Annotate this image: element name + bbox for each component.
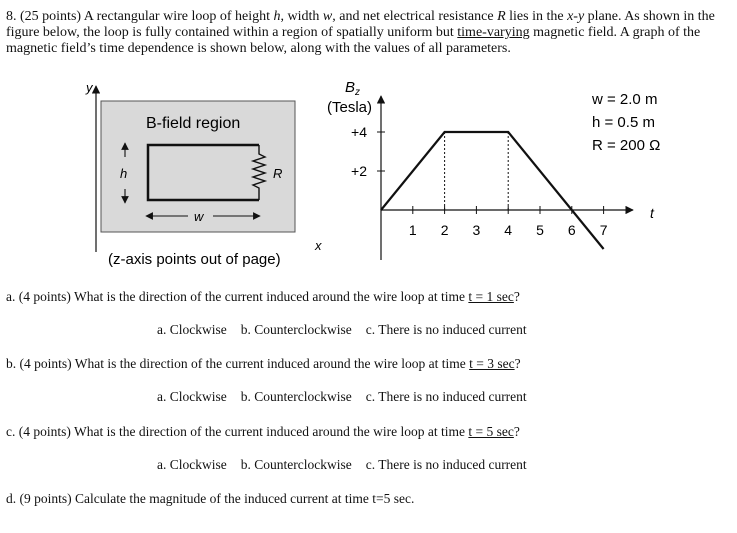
- graph-y-label: $B_z$: [345, 79, 361, 98]
- problem-points: (25 points): [20, 9, 82, 24]
- statement-text: magnetic field. A graph of the magnetic field’s time dependence is shown below, along with the values of all parameters.: [6, 25, 701, 56]
- z-axis-note: (z-axis points out of page): [108, 251, 281, 268]
- choice-no-current[interactable]: c. There is no induced current: [365, 322, 527, 337]
- question-time: t = 5 sec: [468, 424, 514, 439]
- x-tick-label: 3: [472, 222, 481, 238]
- question-text: d. (9 points) Calculate the magnitude of the induced current at time t=5 sec.: [6, 491, 415, 506]
- r-symbol: R: [497, 9, 506, 24]
- question-time: t = 1 sec: [468, 289, 514, 304]
- param-w: w = 2.0 m: [592, 91, 658, 108]
- b-field-region-label: B-field region: [146, 115, 241, 132]
- choice-counterclockwise[interactable]: b. Counterclockwise: [240, 389, 352, 404]
- question-suffix: ?: [513, 289, 520, 304]
- statement-text: plane. As shown in the figure below, the loop is fully contained within a region of spatially uniform but: [6, 9, 715, 40]
- graph-t-label: t: [650, 205, 654, 221]
- x-axis-label: x: [315, 238, 322, 253]
- plane-symbol: x-y: [567, 9, 585, 24]
- question-text: a. (4 points) What is the direction of the current induced around the wire loop at time: [6, 289, 469, 304]
- question-suffix: ?: [514, 356, 521, 371]
- question-c: [6, 424, 520, 440]
- x-tick-label: 6: [567, 222, 576, 238]
- w-symbol: w: [322, 9, 333, 24]
- statement-text: , and net electrical resistance: [332, 9, 498, 24]
- resistor-label: R: [273, 166, 283, 181]
- underlined-term: time-varying: [457, 25, 530, 40]
- question-a: [6, 289, 520, 305]
- choices-a: [157, 322, 541, 338]
- question-time: t = 3 sec: [469, 356, 515, 371]
- choice-counterclockwise[interactable]: b. Counterclockwise: [240, 457, 352, 472]
- choice-no-current[interactable]: c. There is no induced current: [365, 457, 527, 472]
- statement-text: A rectangular wire loop of height: [83, 9, 274, 24]
- x-tick-label: 5: [536, 222, 544, 238]
- question-d: [6, 491, 414, 507]
- question-suffix: ?: [513, 424, 520, 439]
- choice-counterclockwise[interactable]: b. Counterclockwise: [240, 322, 352, 337]
- h-symbol: h: [273, 9, 281, 24]
- loop-diagram: [85, 80, 322, 268]
- question-text: c. (4 points) What is the direction of the current induced around the wire loop at time: [6, 424, 469, 439]
- x-tick-label: 1: [408, 222, 417, 238]
- choice-no-current[interactable]: c. There is no induced current: [365, 389, 527, 404]
- y-tick-label: +2: [351, 163, 367, 179]
- h-label: h: [120, 166, 128, 181]
- choices-b: [157, 389, 541, 405]
- x-tick-label: 2: [440, 222, 449, 238]
- y-axis-label: y: [86, 80, 93, 95]
- question-text: b. (4 points) What is the direction of the current induced around the wire loop at time: [6, 356, 470, 371]
- problem-number: 8.: [6, 9, 17, 24]
- x-tick-label: 7: [599, 222, 608, 238]
- parameters: [591, 91, 660, 154]
- choices-c: [157, 457, 541, 473]
- question-b: [6, 356, 521, 372]
- param-h: h = 0.5 m: [592, 114, 655, 131]
- graph-y-unit: (Tesla): [327, 99, 373, 116]
- statement-text: lies in the: [505, 9, 568, 24]
- y-tick-label: +4: [351, 124, 367, 140]
- x-tick-label: 4: [504, 222, 513, 238]
- choice-clockwise[interactable]: a. Clockwise: [157, 457, 227, 472]
- statement-text: , width: [280, 9, 323, 24]
- param-r: R = 200 Ω: [592, 137, 661, 154]
- choice-clockwise[interactable]: a. Clockwise: [157, 322, 227, 337]
- w-label: w: [194, 209, 204, 224]
- choice-clockwise[interactable]: a. Clockwise: [157, 389, 227, 404]
